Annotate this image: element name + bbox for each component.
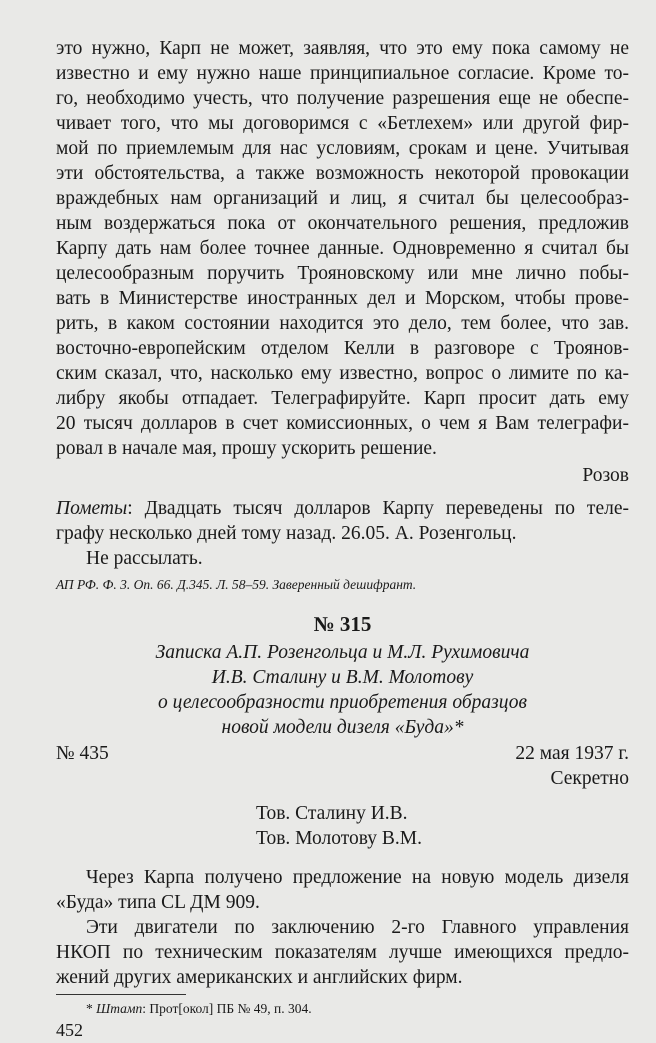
text-line: жений других американских и английских фирм. <box>56 967 463 988</box>
footnote-mark: * <box>86 1001 97 1016</box>
reg-number: № 435 <box>56 743 109 764</box>
archive-reference: АП РФ. Ф. 3. Оп. 66. Д.345. Л. 58–59. Заверенный дешифрант. <box>56 577 417 592</box>
text-line: эти обстоятельства, а также возможность некоторой провокации <box>56 163 629 184</box>
text-line: вать в Министерстве иностранных дел и Морском, чтобы прове- <box>56 288 629 309</box>
text-line: го, необходимо учесть, что получение разрешения еще не обеспе- <box>56 88 629 109</box>
doc-title-line: о целесообразности приобретения образцов <box>158 692 527 713</box>
text-line: чивает того, что мы договоримся с «Бетлехем» или другой фир- <box>56 113 629 134</box>
footnote-text: : Прот[окол] ПБ № 49, п. 304. <box>142 1001 312 1016</box>
text-line: известно и ему нужно наше принципиальное согласие. Кроме то- <box>56 63 629 84</box>
doc-title-line: новой модели дизеля «Буда»* <box>221 717 464 738</box>
classification: Секретно <box>550 768 629 789</box>
doc-date: 22 мая 1937 г. <box>515 743 629 764</box>
text-line: Через Карпа получено предложение на новую модель дизеля <box>86 867 629 888</box>
notes-line-1 <box>56 496 629 521</box>
text-line: ским сказал, что, насколько ему известно, вопрос о лимите по ка- <box>56 363 629 384</box>
doc-title-line: И.В. Сталину и В.М. Молотову <box>211 667 474 688</box>
text-line: Эти двигатели по заключению 2-го Главного управления <box>86 917 629 938</box>
text-line: мой по приемлемым для нас условиям, срокам и цене. Учитывая <box>56 138 629 159</box>
notes-line-2: графу несколько дней тому назад. 26.05. А. Розенгольц. <box>56 523 517 544</box>
text-line: 20 тысяч долларов в счет комиссионных, о чем я Вам телеграфи- <box>56 413 629 434</box>
addressee: Тов. Сталину И.В. <box>256 803 408 824</box>
footnote <box>86 1000 629 1018</box>
notes-text: : Двадцать тысяч долларов Карпу переведены по теле- <box>127 498 629 519</box>
text-line: целесообразным поручить Трояновскому или мне лично побы- <box>56 263 629 284</box>
text-line: Карпу дать нам более точнее данные. Одновременно я считал бы <box>56 238 629 259</box>
text-line: враждебных нам организаций и лиц, я считал бы целесообраз- <box>56 188 629 209</box>
text-line: рить, в каком состоянии находится это дело, тем более, что зав. <box>56 313 629 334</box>
addressee: Тов. Молотову В.М. <box>256 828 422 849</box>
signature: Розов <box>582 465 629 486</box>
text-line: ровал в начале мая, прошу ускорить решение. <box>56 438 437 459</box>
text-line: это нужно, Карп не может, заявляя, что это ему пока самому не <box>56 38 629 59</box>
text-line: «Буда» типа CL ДМ 909. <box>56 892 260 913</box>
page-number: 452 <box>56 1020 83 1040</box>
doc-title-line: Записка А.П. Розенгольца и М.Л. Рухимовича <box>155 642 530 663</box>
text-line: либру якобы отпадает. Телеграфируйте. Карп просит дать ему <box>56 388 629 409</box>
doc-number: № 315 <box>313 612 372 636</box>
notes-label: Пометы <box>56 498 128 519</box>
text-line: ным воздержаться пока от окончательного решения, предложив <box>56 213 629 234</box>
text-line: НКОП по техническим показателям лучше имеющихся предло- <box>56 942 629 963</box>
notes-line-3: Не рассылать. <box>86 548 203 569</box>
text-line: восточно-европейским отделом Келли в разговоре с Троянов- <box>56 338 629 359</box>
footnote-divider <box>56 994 186 995</box>
footnote-label: Штамп <box>96 1001 143 1016</box>
